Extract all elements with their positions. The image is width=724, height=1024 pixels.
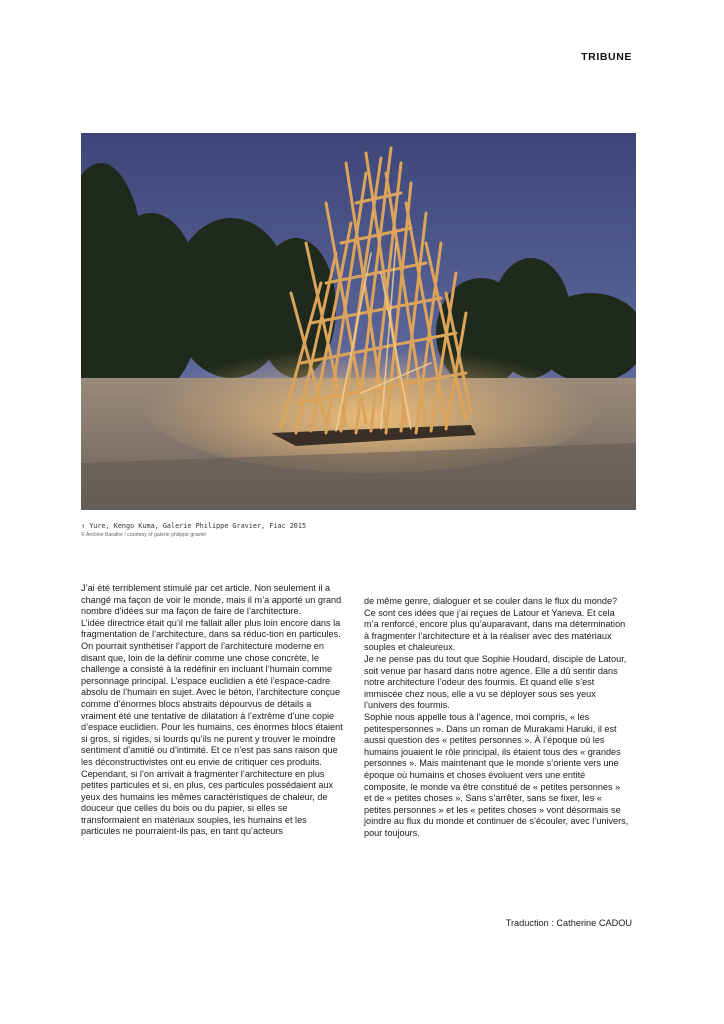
paragraph: Ce sont ces idées que j’ai reçues de Latour et Yaneva. Et cela m’a renforcé, encore plus qu’auparavant, dans ma détermination à fragmenter l’architecture et à la réaliser avec des matériaux souples et chaleureux. bbox=[364, 607, 626, 653]
photo-caption bbox=[81, 522, 481, 540]
article-column-left bbox=[81, 583, 347, 838]
paragraph: Je ne pense pas du tout que Sophie Houdard, disciple de Latour, soit venue par hasard dans notre agence. Elle a dû sentir dans notre architecture l’odeur des fourmis. Et quand elle s’est immiscée chez nous, elle a vu se déployer sous ses yeux l’univers des fourmis. bbox=[364, 653, 627, 711]
sculpture-scene bbox=[81, 133, 636, 510]
section-label: TRIBUNE bbox=[581, 51, 632, 63]
article-column-right bbox=[364, 596, 630, 839]
paragraph: L’idée directrice était qu’il me fallait aller plus loin encore dans la fragmentation de l’architecture, dans sa réduc-tion en particules. On pourrait synthétiser l’apport de l’architecture moderne en disant que, loin de la définir comme une chose concrète, le challenge a consisté à la redéfinir en incluant l’humain comme personnage principal. L’espace euclidien a été l’espace-cadre absolu de l’humain en sujet. Avec le béton, l’architecture conçue comme d’énormes blocs abstraits dépourvus de détails a vraiment été une tentative de dilatation à l’extrême d’une copie d’espace euclidien. Pour les humains, ces énormes blocs étaient si gros, si rigides, si lourds qu’ils ne purent y trouver le moindre sentiment d’amitié ou d’intimité. Et ce n’est pas sans raison que les déconstructivistes ont eu envie de critiquer ces produits. bbox=[81, 617, 343, 767]
caption-credit: © Antoine Baralhe / courtesy of galerie philippe gravier bbox=[81, 532, 207, 538]
article-photo bbox=[81, 133, 636, 510]
paragraph: Sophie nous appelle tous à l’agence, moi compris, « les petitespersonnes ». Dans un roman de Murakami Haruki, il est aussi question des « petites personnes ». À l’époque où les humains jouaient le rôle principal, ils étaient tous des « grandes personnes ». Mais maintenant que le monde s’oriente vers une époque où humains et choses évoluent vers une entité composite, le monde va être constitué de « petites personnes » et de « petites choses ». Sans s’arrêter, sans se fixer, les « petites personnes » et les « petites choses » vont désormais se joindre au flux du monde et continuer de s’écouler, avec l’univers, pour toujours. bbox=[364, 711, 629, 838]
paragraph: de même genre, dialoguer et se couler dans le flux du monde? bbox=[364, 596, 618, 606]
arrow-up-icon: ↑ bbox=[81, 522, 86, 530]
translation-credit: Traduction : Catherine CADOU bbox=[505, 918, 632, 928]
paragraph: Cependant, si l’on arrivait à fragmenter l’architecture en plus petites particules et si, en plus, ces particules possédaient aux yeux des humains les mêmes caractéristiques de chaleur, de douceur que celles du bois ou du papier, si elles se transformaient en matériaux souples, les humains et les particules ne pourraient-ils pas, en tant qu’acteurs bbox=[81, 768, 334, 837]
paragraph: J’ai été terriblement stimulé par cet article. Non seulement il a changé ma façon de voir le monde, mais il m’a apporté un grand nombre d’idées sur ma façon de faire de l’architecture. bbox=[81, 583, 342, 617]
caption-title: Yure, Kengo Kuma, Galerie Philippe Gravier, Fiac 2015 bbox=[89, 522, 307, 530]
